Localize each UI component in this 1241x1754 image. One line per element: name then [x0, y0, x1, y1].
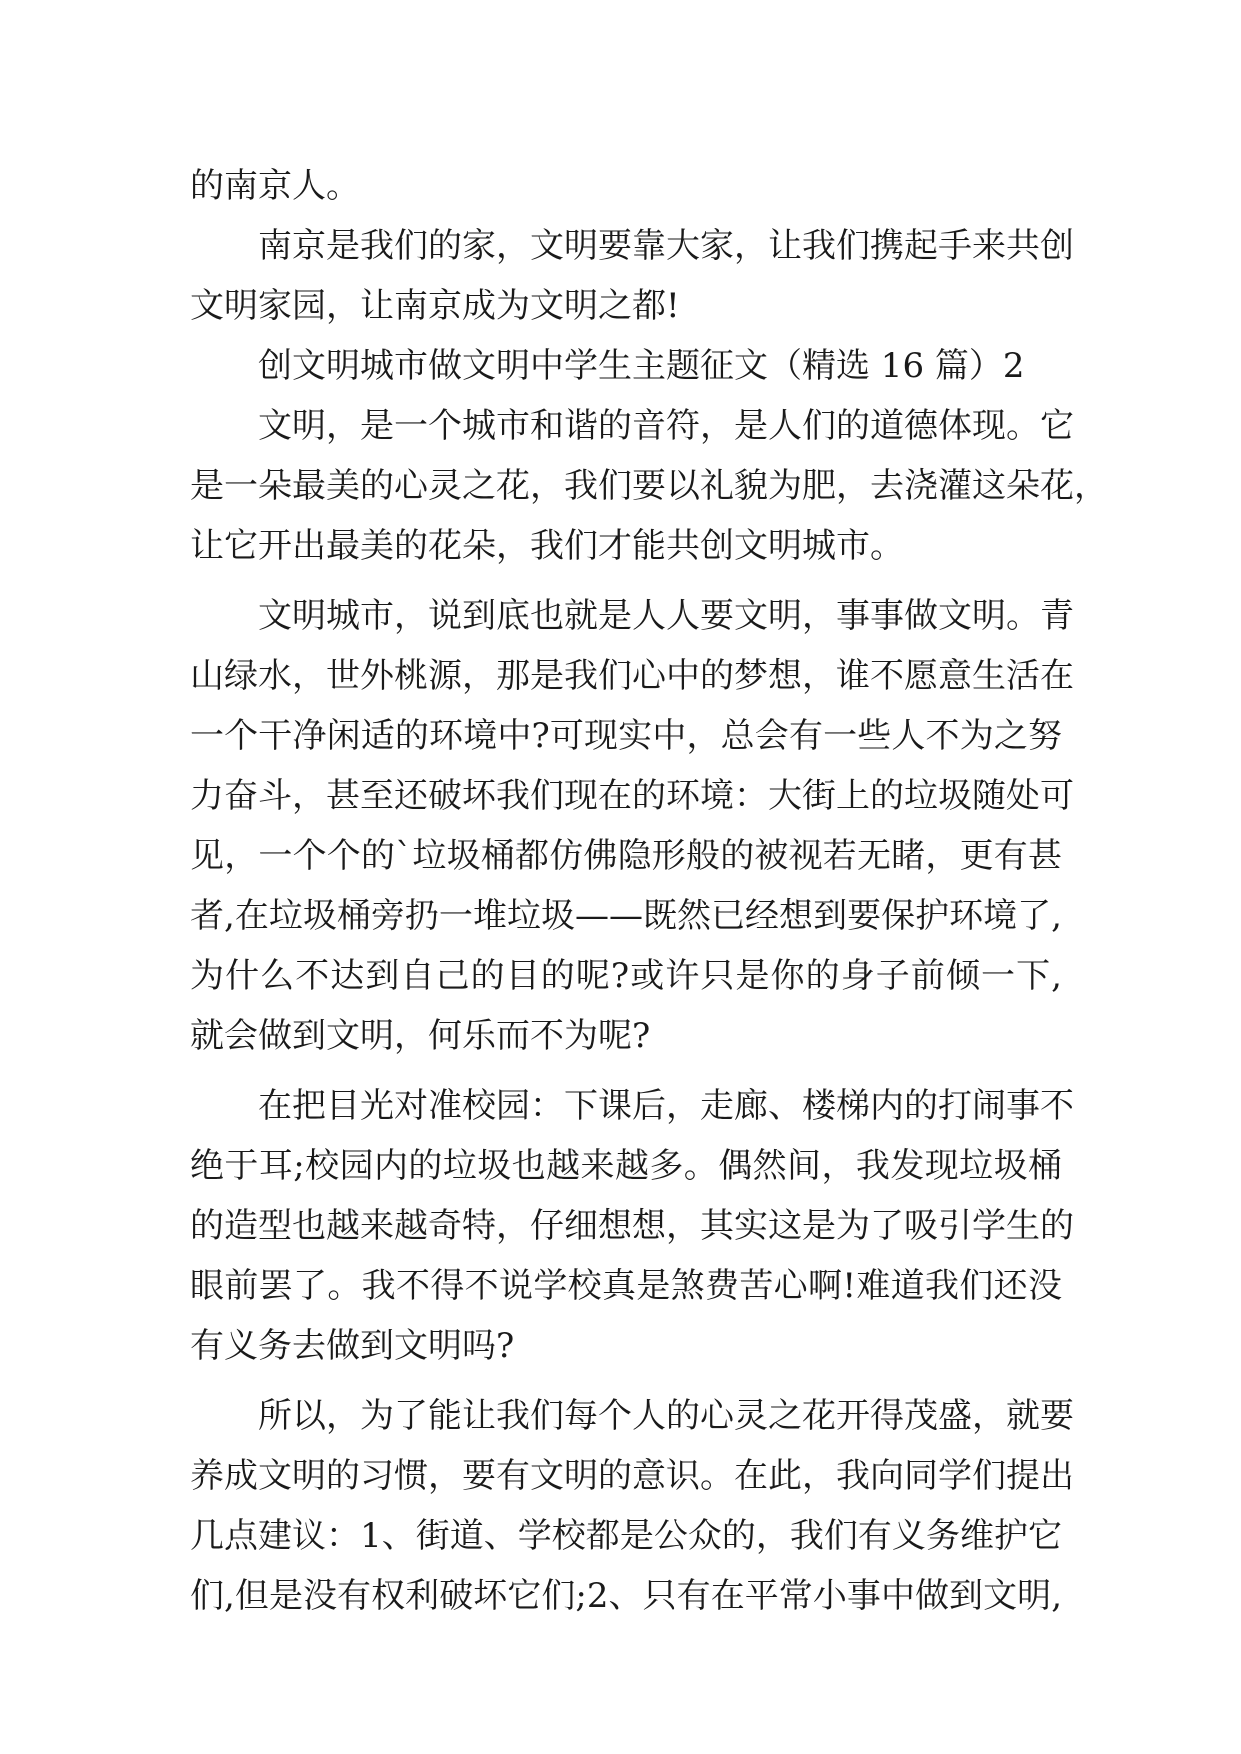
text-line: 南京是我们的家，文明要靠大家，让我们携起手来共创 [258, 226, 1074, 266]
text-line: 见，一个个的`垃圾桶都仿佛隐形般的被视若无睹，更有甚 [190, 836, 1062, 876]
text-line: 有义务去做到文明吗? [190, 1326, 515, 1366]
text-line: 眼前罢了。我不得不说学校真是煞费苦心啊!难道我们还没 [190, 1266, 1062, 1306]
text-line: 山绿水，世外桃源，那是我们心中的梦想，谁不愿意生活在 [190, 656, 1074, 696]
section-heading: 创文明城市做文明中学生主题征文（精选 16 篇）2 [258, 346, 1025, 386]
text-line: 养成文明的习惯，要有文明的意识。在此，我向同学们提出 [190, 1456, 1074, 1496]
text-line: 力奋斗，甚至还破坏我们现在的环境：大街上的垃圾随处可 [190, 776, 1074, 816]
text-line: 文明，是一个城市和谐的音符，是人们的道德体现。它 [258, 406, 1074, 446]
text-line: 们,但是没有权利破坏它们;2、只有在平常小事中做到文明, [190, 1576, 1062, 1616]
text-line: 的南京人。 [190, 166, 360, 206]
text-line: 文明家园，让南京成为文明之都! [190, 286, 680, 326]
text-line: 在把目光对准校园：下课后，走廊、楼梯内的打闹事不 [258, 1086, 1074, 1126]
text-line: 就会做到文明，何乐而不为呢? [190, 1016, 651, 1056]
text-line: 的造型也越来越奇特，仔细想想，其实这是为了吸引学生的 [190, 1206, 1074, 1246]
text-line: 绝于耳;校园内的垃圾也越来越多。偶然间，我发现垃圾桶 [190, 1146, 1062, 1186]
text-line: 是一朵最美的心灵之花，我们要以礼貌为肥，去浇灌这朵花， [190, 466, 1108, 506]
text-line: 几点建议：1、街道、学校都是公众的，我们有义务维护它 [190, 1516, 1062, 1556]
text-line: 文明城市，说到底也就是人人要文明，事事做文明。青 [258, 596, 1074, 636]
text-line: 为什么不达到自己的目的呢?或许只是你的身子前倾一下, [190, 956, 1062, 996]
text-line: 一个干净闲适的环境中?可现实中，总会有一些人不为之努 [190, 716, 1062, 756]
text-line: 所以，为了能让我们每个人的心灵之花开得茂盛，就要 [258, 1396, 1074, 1436]
text-line: 让它开出最美的花朵，我们才能共创文明城市。 [190, 526, 904, 566]
text-line: 者,在垃圾桶旁扔一堆垃圾——既然已经想到要保护环境了, [190, 896, 1062, 936]
